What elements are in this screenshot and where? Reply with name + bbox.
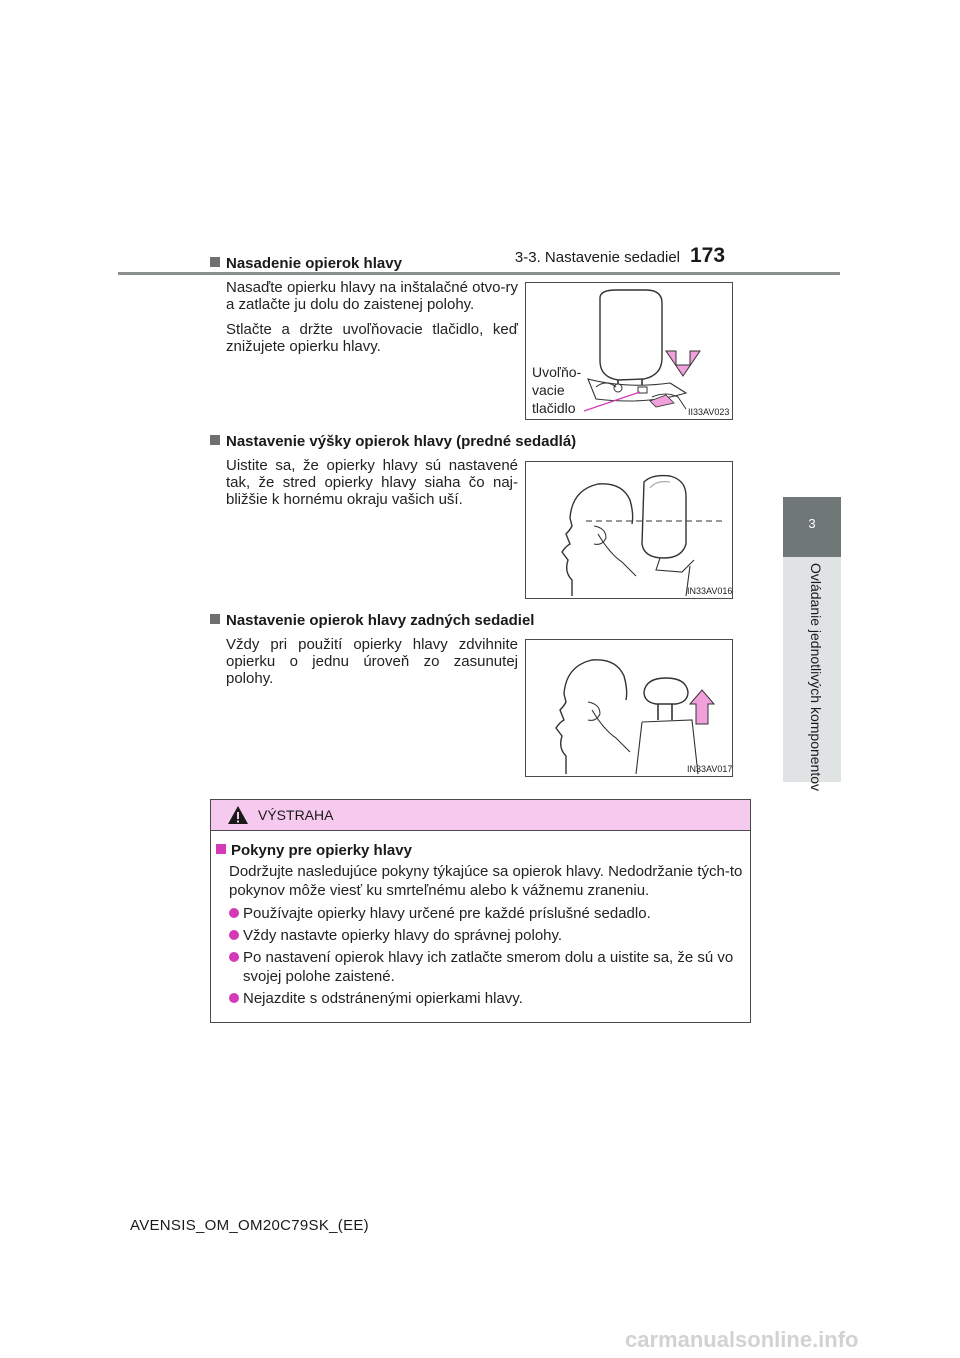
warning-subheading: Pokyny pre opierky hlavy [216, 842, 412, 859]
figure-rear-headrest [525, 639, 733, 777]
figure-code: IN33AV016 [687, 586, 733, 596]
section-heading-1: Nasadenie opierok hlavy [210, 255, 402, 272]
square-bullet-icon [210, 614, 220, 624]
release-button-callout: Uvoľňo- vacie tlačidlo [532, 364, 582, 416]
figure-headrest-install [525, 282, 733, 420]
figure-front-headrest-height [525, 461, 733, 599]
section-heading-2: Nastavenie výšky opierok hlavy (predné sedadlá) [210, 433, 576, 450]
section-title: 3-3. Nastavenie sedadiel [514, 249, 680, 266]
square-bullet-icon [210, 435, 220, 445]
warning-triangle-icon [227, 805, 249, 825]
warning-intro: Dodržujte nasledujúce pokyny týkajúce sa opierok hlavy. Nedodržanie tých-to pokynov môže viesť ku smrteľnému alebo k vážnemu zraneniu. [229, 863, 743, 899]
chapter-label: Ovládanie jednotlivých komponentov [808, 562, 824, 792]
chapter-number: 3 [808, 516, 816, 531]
square-bullet-icon [216, 844, 226, 854]
section-3-paragraph-1: Vždy pri použití opierky hlavy zdvihnite opierku o jednu úroveň zo zasunutej polohy. [226, 636, 518, 687]
section-heading-3: Nastavenie opierok hlavy zadných sedadiel [210, 612, 534, 629]
bullet-dot-icon [229, 993, 239, 1003]
watermark: carmanualsonline.info [625, 1327, 859, 1352]
warning-bullet: Nejazdite s odstránenými opierkami hlavy. [229, 989, 745, 1008]
section-1-paragraph-2: Stlačte a držte uvoľňovacie tlačidlo, keď znižujete opierku hlavy. [226, 321, 518, 355]
square-bullet-icon [210, 257, 220, 267]
warning-bullet: Po nastavení opierok hlavy ich zatlačte smerom dolu a uistite sa, že sú vo svojej polohe zaistené. [229, 948, 745, 986]
warning-bullet: Vždy nastavte opierky hlavy do správnej polohy. [229, 926, 745, 945]
warning-bullet: Používajte opierky hlavy určené pre každé príslušné sedadlo. [229, 904, 745, 923]
warning-box [210, 799, 751, 1023]
warning-title: VÝSTRAHA [258, 807, 334, 823]
bullet-dot-icon [229, 952, 239, 962]
header-divider [118, 272, 840, 275]
bullet-dot-icon [229, 930, 239, 940]
bullet-dot-icon [229, 908, 239, 918]
document-code: AVENSIS_OM_OM20C79SK_(EE) [130, 1217, 369, 1234]
section-1-paragraph-1: Nasaďte opierku hlavy na inštalačné otvo-ry a zatlačte ju dolu do zaistenej polohy. [226, 279, 518, 313]
page-number: 173 [690, 244, 726, 267]
section-2-paragraph-1: Uistite sa, že opierky hlavy sú nastavené tak, že stred opierky hlavy siaha čo naj-bližšie k hornému okraju vašich uší. [226, 457, 518, 508]
figure-code: IN33AV017 [687, 764, 733, 774]
front-headrest-illustration [526, 462, 732, 598]
figure-code: II33AV023 [688, 407, 730, 417]
rear-headrest-illustration [526, 640, 732, 776]
warning-header [211, 800, 750, 831]
